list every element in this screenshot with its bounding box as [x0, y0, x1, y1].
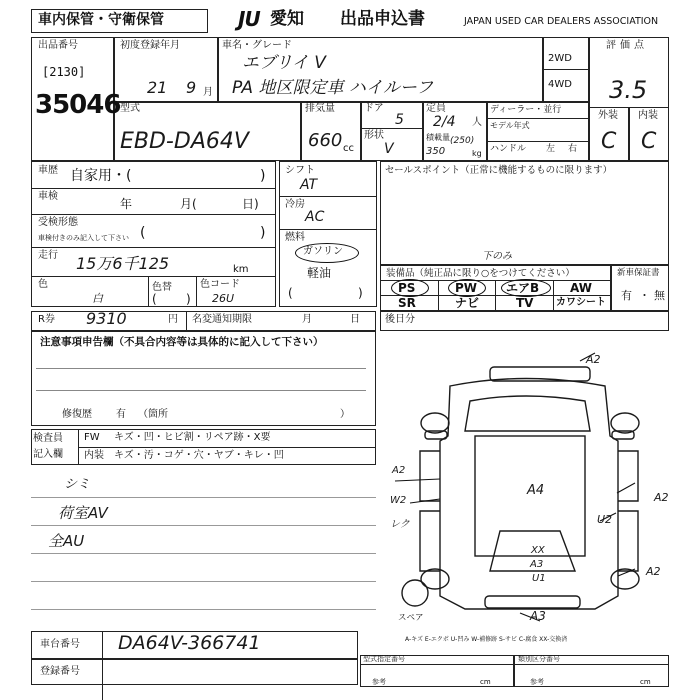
recycle-value: 9310: [86, 309, 127, 328]
repaint-close: ): [186, 292, 191, 306]
ps-circle: [391, 279, 429, 297]
exterior-grade: C: [601, 129, 617, 154]
fuel-label: 燃料: [285, 232, 305, 243]
lot-sub-number: [2130]: [42, 65, 86, 79]
shift-value: AT: [300, 177, 318, 193]
inspector-label-1: 検査員: [33, 433, 63, 444]
score-label: 評価点: [606, 40, 648, 51]
repair-place-close: ）: [340, 409, 350, 420]
chassis-number: DA64V-366741: [118, 632, 261, 654]
color-code-label: 色コード: [200, 279, 240, 290]
remark-2: 荷室AV: [58, 504, 108, 522]
remark-3: 全AU: [48, 532, 85, 550]
sales-point-label: セールスポイント（正常に機能するものに限ります）: [385, 165, 613, 176]
displacement-label: 排気量: [305, 103, 335, 114]
receipt-open: (: [140, 225, 146, 241]
mileage-label: 走行: [38, 250, 58, 261]
car-name-label: 車名・グレード: [222, 40, 292, 51]
damage-mark-xx: XX: [531, 545, 545, 556]
fw-items: キズ・凹・ヒビ割・リペア跡・X要: [114, 432, 271, 443]
shape-value: V: [384, 141, 394, 157]
damage-mark-a3-bumper: A3: [530, 609, 546, 623]
capacity-unit: 人: [472, 117, 482, 128]
cm-unit-1: cm: [480, 678, 491, 686]
ref-label-2: 参考: [530, 678, 544, 686]
repair-place: （箇所: [138, 409, 168, 420]
fuel-close: ): [358, 286, 363, 300]
name-change-day: 日: [350, 314, 360, 325]
class-num-label: 類別区分番号: [518, 655, 560, 663]
remark-1: シミ: [64, 477, 91, 492]
model-value: EBD-DA64V: [120, 129, 249, 154]
recycle-label: R券: [38, 314, 55, 325]
load-value: 350: [426, 146, 446, 157]
handle-right: 右: [568, 144, 578, 154]
equipment-aw: AW: [570, 281, 592, 295]
warranty-yes: 有: [621, 289, 632, 302]
damage-mark-u1: U1: [532, 573, 546, 584]
mileage-value: 15万6千125: [76, 254, 170, 273]
repair-label: 修復歴: [62, 409, 92, 420]
interior-label: 内装: [638, 110, 658, 121]
equipment-note: 下のみ: [482, 251, 512, 262]
fuel-open: (: [288, 286, 293, 300]
damage-mark-a2-rear-right: A2: [646, 565, 661, 578]
fuel-diesel: 軽油: [307, 266, 332, 280]
damage-mark-u2: U2: [597, 513, 613, 526]
dealer-label: ディーラー・並行: [490, 105, 562, 115]
equipment-sr: SR: [398, 296, 416, 310]
name-change-month: 月: [302, 314, 312, 325]
capacity-label: 定員: [426, 103, 446, 114]
aircon-value: AC: [305, 209, 325, 225]
drive-4wd: 4WD: [548, 79, 572, 90]
inspection-label: 車検: [38, 191, 58, 202]
prefecture: 愛知: [270, 9, 304, 29]
mileage-unit: km: [233, 264, 249, 275]
warranty-sep: ・: [639, 289, 650, 302]
equipment-label: 装備品（純正品に限り○をつけてください）: [386, 268, 575, 279]
pw-circle: [448, 279, 486, 297]
reg-number-label: 登録番号: [40, 666, 80, 677]
inspection-day: 日): [242, 197, 259, 211]
notes-label: 注意事項申告欄（不具合内容等は具体的に記入して下さい）: [40, 336, 324, 348]
doors-label: ドア: [364, 103, 384, 114]
equipment-tv: TV: [516, 296, 534, 310]
handle-left: 左: [546, 144, 556, 154]
damage-mark-a2-right: A2: [654, 491, 669, 504]
aircon-label: 冷房: [285, 199, 305, 210]
displacement-unit: cc: [343, 143, 354, 154]
repaint-label: 色替: [152, 282, 172, 293]
registration-month: 9: [186, 78, 197, 97]
airbag-circle: [501, 279, 551, 297]
post-date-box: [380, 311, 669, 331]
storage-category: 車内保管・守衛保管: [38, 12, 164, 28]
load-label: 積載量: [426, 133, 450, 142]
history-value: 自家用・(: [70, 168, 132, 184]
shape-label: 形状: [364, 130, 384, 141]
name-change-label: 名変通知期限: [192, 314, 252, 325]
type-cert-label: 型式指定番号: [363, 655, 405, 663]
spare-tire-icon: [402, 580, 428, 606]
lot-number-label: 出品番号: [38, 40, 78, 51]
drive-2wd: 2WD: [548, 53, 572, 64]
exterior-label: 外装: [598, 110, 618, 121]
repaint-open: (: [152, 292, 157, 306]
damage-legend: A-キズ E-エクボ U-凹み W-補修跡 S-サビ C-腐食 XX-交換済: [405, 636, 568, 643]
inspection-month: 月(: [180, 197, 197, 211]
interior-items: キズ・汚・コゲ・穴・ヤブ・キレ・凹: [114, 450, 284, 461]
equipment-pw: PW: [455, 281, 478, 295]
displacement-value: 660: [308, 130, 343, 151]
form-title: 出品申込書: [340, 9, 425, 29]
interior-grade: C: [641, 129, 657, 154]
history-close: ): [260, 168, 266, 184]
history-label: 車歴: [38, 165, 58, 176]
color-value: 白: [92, 292, 103, 305]
damage-mark-a4: A4: [527, 483, 545, 498]
car-diagram: [380, 331, 669, 631]
inspector-label-2: 記入欄: [33, 449, 63, 460]
damage-leaders: [395, 353, 635, 621]
sales-point-box: [380, 161, 669, 265]
cm-unit-2: cm: [640, 678, 651, 686]
registration-year: 21: [147, 78, 168, 97]
interior-items-label: 内装: [84, 450, 104, 461]
shift-label: シフト: [285, 165, 315, 176]
receipt-label: 受検形態: [38, 217, 78, 228]
reg-number-box: [31, 659, 358, 685]
car-name: エブリイ V: [242, 53, 326, 73]
fw-label: FW: [84, 432, 100, 443]
damage-mark-lek: レク: [390, 519, 410, 530]
inspection-year: 年: [120, 197, 133, 211]
damage-mark-a3-rear: A3: [530, 559, 544, 570]
load-unit: kg: [472, 149, 482, 158]
color-code: 26U: [212, 292, 235, 305]
recycle-unit: 円: [168, 314, 178, 325]
load-alt: (250): [450, 136, 475, 146]
equipment-airbag: エアB: [506, 281, 540, 295]
equipment-seat: カワシート: [556, 297, 606, 308]
color-label: 色: [38, 279, 48, 290]
registration-label: 初度登録年月: [120, 40, 180, 51]
post-date-label: 後日分: [385, 314, 415, 325]
registration-month-unit: 月: [203, 87, 213, 98]
association-name: JAPAN USED CAR DEALERS ASSOCIATION: [464, 16, 659, 27]
warranty-label: 新車保証書: [617, 268, 660, 278]
spare-label: スペア: [398, 613, 424, 623]
repair-has: 有: [116, 409, 126, 420]
ju-logo: JU: [238, 7, 260, 31]
warranty-no: 無: [654, 289, 665, 302]
model-label: 型式: [120, 103, 140, 114]
damage-mark-w2: W2: [390, 495, 407, 506]
chassis-label: 車台番号: [40, 639, 80, 650]
equipment-ps: PS: [398, 281, 416, 295]
fuel-gasoline: ガソリン: [303, 246, 343, 257]
lot-number: 35046: [35, 90, 121, 120]
handle-label: ハンドル: [490, 144, 527, 154]
car-grade: PA 地区限定車 ハイルーフ: [232, 78, 433, 98]
damage-mark-a2-left: A2: [392, 465, 406, 476]
model-year-label: モデル年式: [490, 121, 530, 130]
equipment-navi: ナビ: [455, 296, 480, 310]
damage-mark-a2-top: A2: [586, 353, 601, 366]
receipt-close: ): [260, 225, 266, 241]
capacity-value: 2/4: [433, 114, 456, 130]
receipt-note: 車検付きのみ記入して下さい: [38, 234, 129, 242]
ref-label-1: 参考: [372, 678, 386, 686]
score-value: 3.5: [609, 76, 648, 104]
doors-value: 5: [395, 112, 404, 128]
